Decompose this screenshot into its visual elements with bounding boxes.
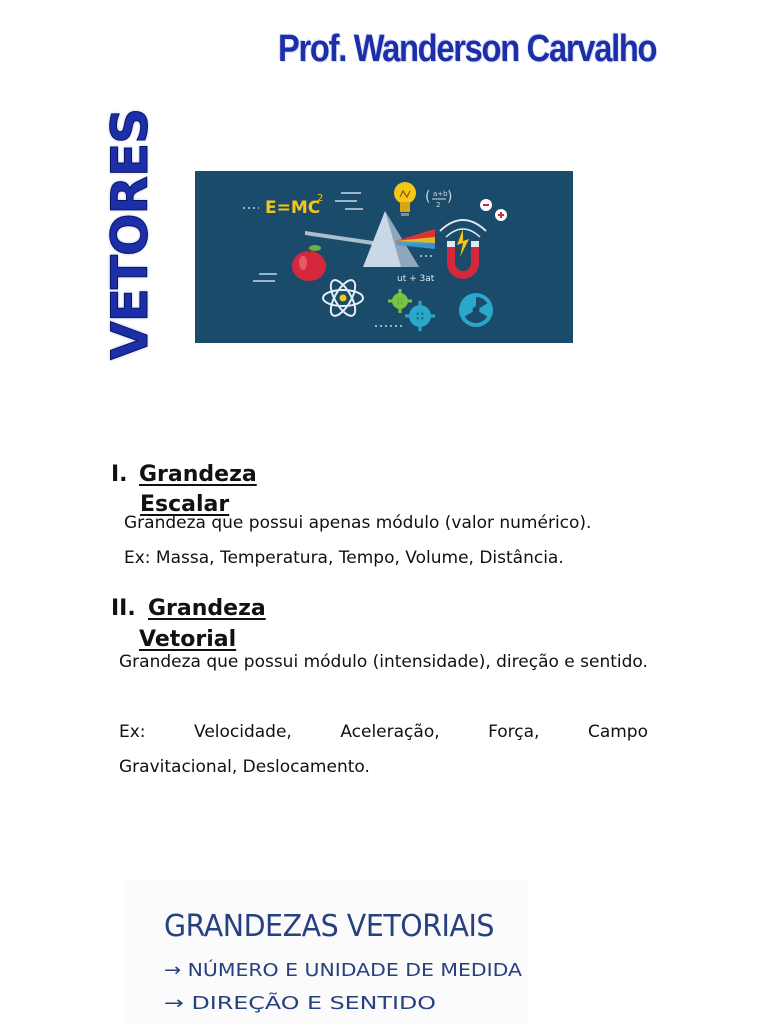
topic-title-text: VETORES bbox=[101, 108, 159, 360]
svg-text:): ) bbox=[447, 189, 453, 205]
vector-examples-line2: Gravitacional, Deslocamento. bbox=[119, 757, 370, 777]
handwritten-title: GRANDEZAS VETORIAIS bbox=[164, 909, 494, 944]
section-title-line2: Vetorial bbox=[139, 627, 237, 652]
scalar-definition: Grandeza que possui apenas módulo (valor numérico). bbox=[124, 513, 592, 533]
handwritten-note bbox=[124, 880, 528, 1024]
handwritten-item1: → NÚMERO E UNIDADE DE MEDIDA bbox=[164, 960, 480, 981]
scalar-examples: Ex: Massa, Temperatura, Tempo, Volume, Distância. bbox=[124, 548, 564, 568]
svg-text:(: ( bbox=[425, 189, 431, 205]
vector-definition: Grandeza que possui módulo (intensidade), direção e sentido. bbox=[119, 652, 648, 672]
section-title-line1: Grandeza bbox=[139, 462, 257, 487]
svg-text:ut + 3at: ut + 3at bbox=[397, 274, 435, 284]
section-number: I. bbox=[111, 462, 128, 487]
radiation-icon bbox=[459, 293, 493, 327]
science-banner-illustration bbox=[195, 171, 573, 343]
minus-icon bbox=[480, 199, 492, 211]
section-title-line1: Grandeza bbox=[148, 596, 266, 621]
author-title: Prof. Wanderson Carvalho bbox=[278, 28, 657, 70]
svg-text:a+b: a+b bbox=[433, 190, 448, 198]
svg-text:2: 2 bbox=[317, 193, 324, 204]
section-number: II. bbox=[111, 596, 136, 621]
vector-examples-line1: Ex: Velocidade, Aceleração, Força, Campo bbox=[119, 722, 648, 742]
svg-text:E=MC: E=MC bbox=[265, 198, 321, 218]
svg-text:2: 2 bbox=[436, 201, 441, 209]
science-banner bbox=[195, 171, 573, 343]
section-title-line2: Escalar bbox=[140, 492, 230, 517]
handwritten-item2: → DIREÇÃO E SENTIDO bbox=[164, 993, 370, 1014]
plus-icon bbox=[495, 209, 507, 221]
topic-title bbox=[101, 98, 159, 360]
